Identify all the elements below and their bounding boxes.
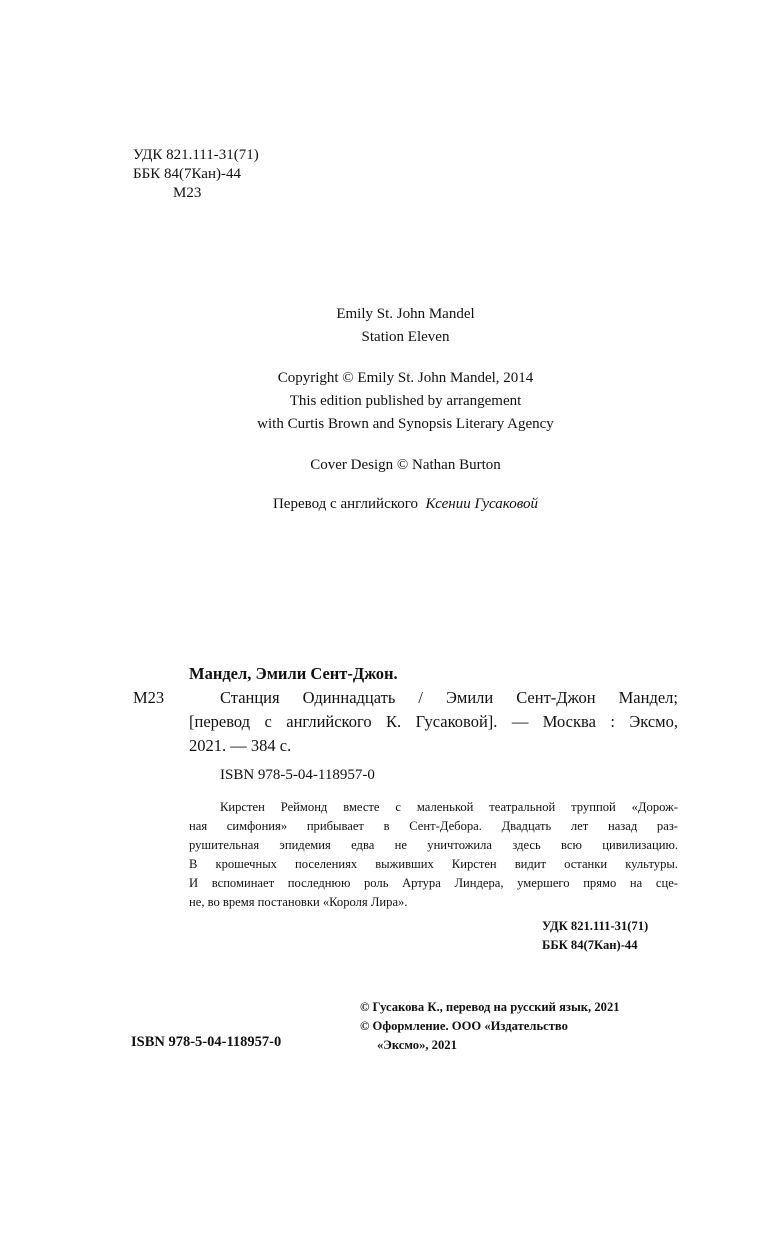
translator-name: Ксении Гусаковой — [425, 496, 539, 512]
annotation-line-2: ная симфония» прибывает в Сент-Дебора. Двадцать лет назад раз- — [189, 819, 678, 833]
top-classification — [133, 146, 259, 203]
copyright-block — [0, 367, 768, 436]
udk-code: УДК 821.111-31(71) — [133, 147, 259, 163]
cover-credit: Cover Design © Nathan Burton — [310, 457, 501, 473]
annotation-line-3: рушительная эпидемия едва не уничтожила здесь всю цивилизацию. — [189, 838, 678, 852]
bbk-code: ББК 84(7Кан)-44 — [133, 166, 241, 182]
footer-copyright-3: «Эксмо», 2021 — [377, 1038, 457, 1052]
copyright-line-3: with Curtis Brown and Synopsis Literary Agency — [257, 416, 554, 432]
footer-copyright-2: © Оформление. ООО «Издательство — [360, 1019, 568, 1033]
annotation-line-5: И вспоминает последнюю роль Артура Линдера, умершего прямо на сце- — [189, 876, 678, 890]
original-title: Station Eleven — [361, 329, 450, 345]
original-author: Emily St. John Mandel — [336, 306, 475, 322]
footer-isbn: ISBN 978-5-04-118957-0 — [131, 1034, 282, 1050]
annotation-line-1: Кирстен Реймонд вместе с маленькой театральной труппой «Дорож- — [220, 800, 678, 814]
copyright-line-1: Copyright © Emily St. John Mandel, 2014 — [277, 370, 534, 386]
annotation-line-4: В крошечных поселениях выживших Кирстен видит останки культуры. — [189, 857, 678, 871]
catalog-line-3: 2021. — 384 с. — [189, 736, 292, 755]
udk-code-bottom: УДК 821.111-31(71) — [542, 919, 649, 933]
footer-copyright-1: © Гусакова К., перевод на русский язык, 2021 — [360, 1000, 620, 1014]
translation-label: Перевод с английского — [272, 496, 419, 512]
original-title-block — [0, 303, 768, 349]
bbk-code-bottom: ББК 84(7Кан)-44 — [542, 938, 638, 952]
annotation-line-6: не, во время постановки «Короля Лира». — [189, 895, 408, 909]
translation-credit — [0, 493, 768, 516]
catalog-line-2: [перевод с английского К. Гусаковой]. — Москва : Эксмо, — [189, 712, 678, 731]
catalog-sign: М23 — [133, 688, 165, 707]
copyright-line-2: This edition published by arrangement — [289, 393, 522, 409]
catalog-isbn: ISBN 978-5-04-118957-0 — [220, 767, 375, 783]
author-sign: М23 — [173, 185, 202, 201]
catalog-line-1: Станция Одиннадцать / Эмили Сент-Джон Мандел; — [220, 688, 678, 707]
catalog-heading: Мандел, Эмили Сент-Джон. — [189, 664, 398, 683]
